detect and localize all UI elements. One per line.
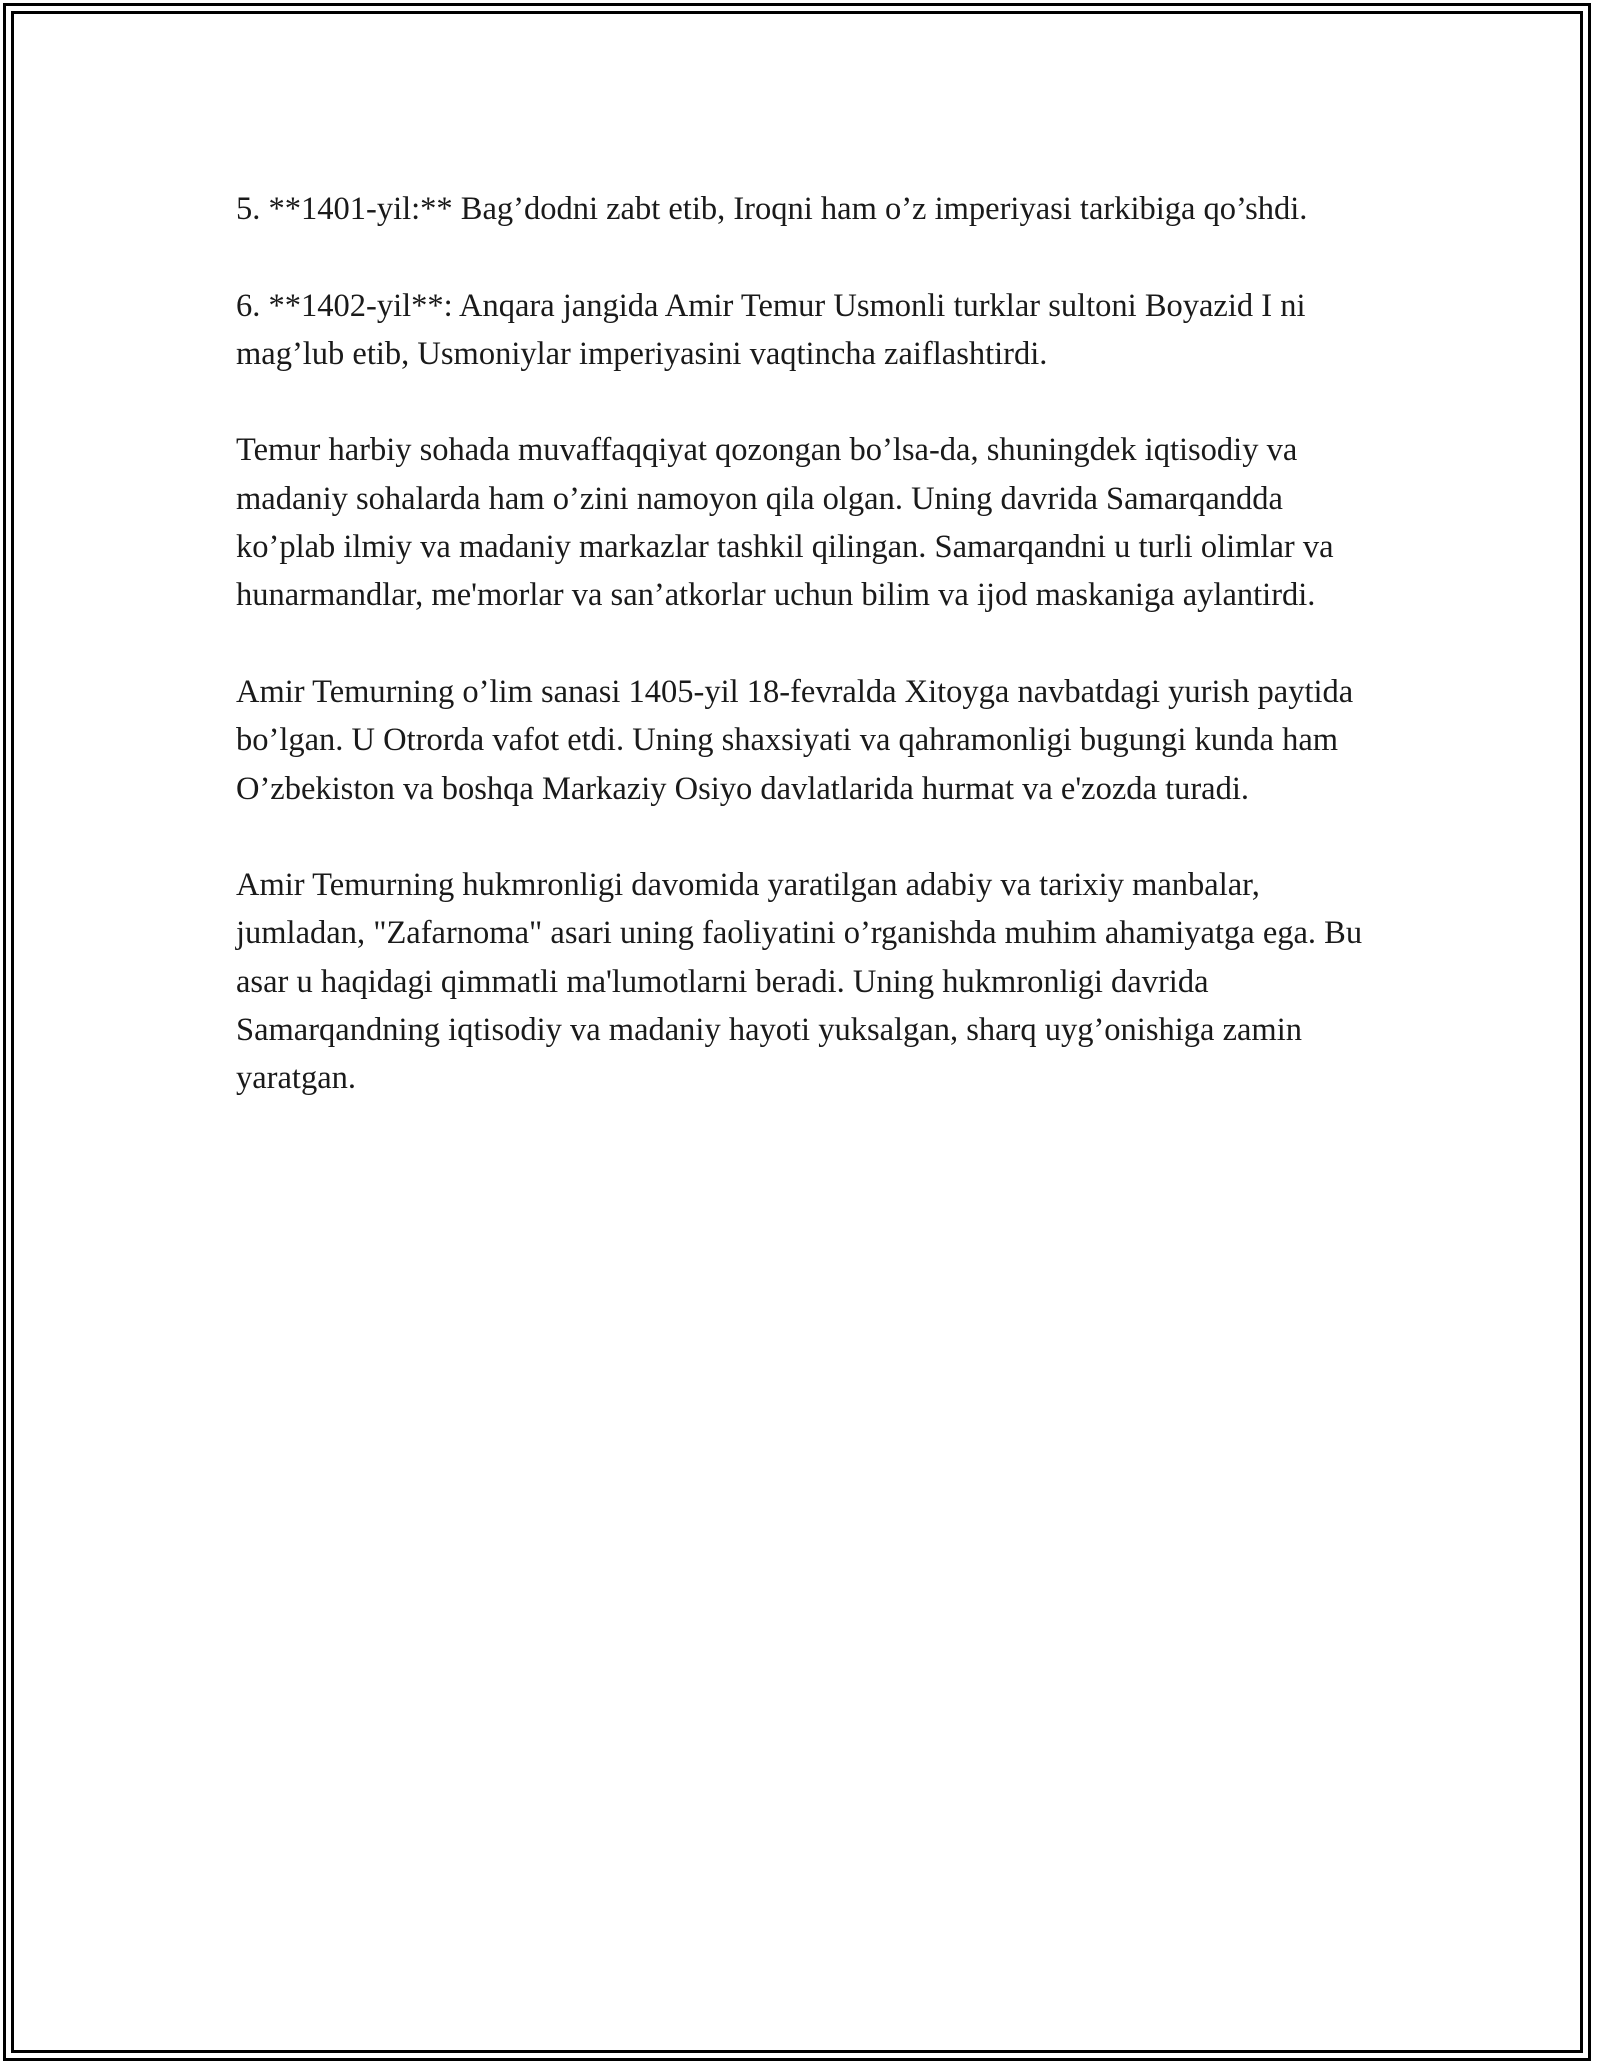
paragraph-death: Amir Temurning o’lim sanasi 1405-yil 18-fevralda Xitoyga navbatdagi yurish paytida bo’lgan. U Otrorda vafot etdi. Uning shaxsiyati va qahramonligi bugungi kunda ham O’zbekiston va boshqa Markaziy Osiyo davlatlarida hurmat va e'zozda turadi. [236, 673, 1354, 807]
paragraph-1402: 6. **1402-yil**: Anqara jangida Amir Temur Usmonli turklar sultoni Boyazid I ni mag’lub etib, Usmoniylar imperiyasini vaqtincha zaiflashtirdi. [236, 287, 1306, 372]
paragraph-sources: Amir Temurning hukmronligi davomida yaratilgan adabiy va tarixiy manbalar, jumladan, "Zafarnoma" asari uning faoliyatini o’rganishda muhim ahamiyatga ega. Bu asar u haqidagi qimmatli ma'lumotlarni beradi. Uning hukmronligi davrida Samarqandning iqtisodiy va madaniy hayoti yuksalgan, sharq uyg’onishiga zamin yaratgan. [236, 867, 1363, 1097]
document-body [236, 185, 1376, 1151]
paragraph-1401: 5. **1401-yil:** Bag’dodni zabt etib, Iroqni ham o’z imperiyasi tarkibiga qo’shdi. [236, 191, 1308, 227]
paragraph-culture: Temur harbiy sohada muvaffaqqiyat qozongan bo’lsa-da, shuningdek iqtisodiy va madaniy sohalarda ham o’zini namoyon qila olgan. Uning davrida Samarqandda ko’plab ilmiy va madaniy markazlar tashkil qilingan. Samarqandni u turli olimlar va hunarmandlar, me'morlar va san’atkorlar uchun bilim va ijod maskaniga aylantirdi. [236, 432, 1334, 614]
